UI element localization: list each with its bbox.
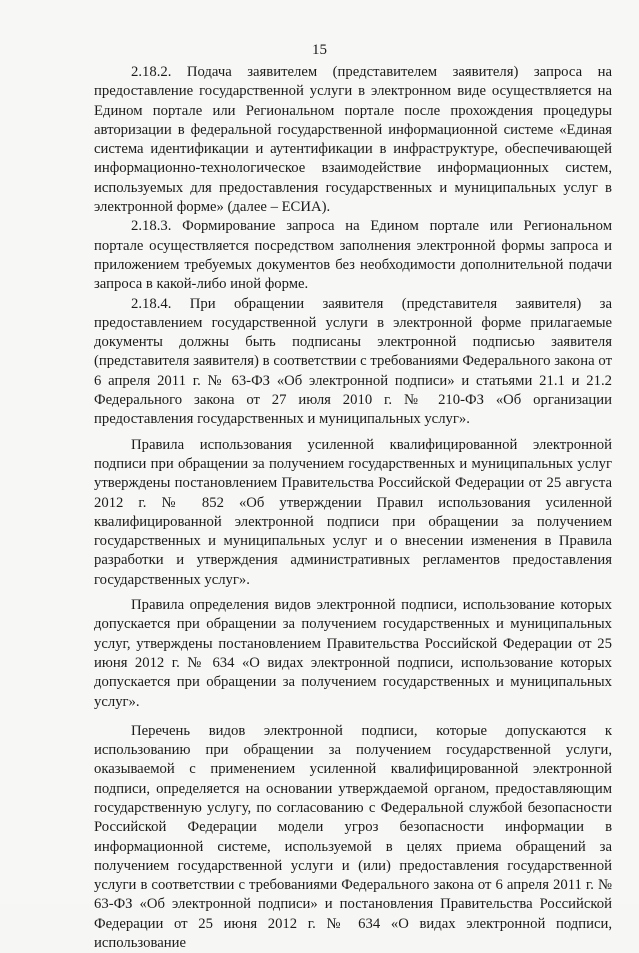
paragraph-signature-types-rules: Правила определения видов электронной подписи, использование которых допускается при обращении за получением государственных и муниципальных услуг, утверждены постановлением Правительства Российской Федерации от 25 июня 2012 г. № 634 «О видах электронной подписи, использование которых допускается при обращении за получением государственных и муниципальных услуг». — [94, 597, 612, 710]
page-number: 15 — [312, 42, 327, 58]
paragraph-2-18-3: 2.18.3. Формирование запроса на Едином портале или Региональном портале осуществляется посредством заполнения электронной формы запроса и приложением требуемых документов без необходимости дополнительной подачи запроса в какой-либо иной форме. — [94, 218, 612, 293]
paragraph-2-18-2: 2.18.2. Подача заявителем (представителем заявителя) запроса на предоставление государственной услуги в электронном виде осуществляется на Едином портале или Региональном портале после прохождения процедуры авторизации в федеральной государственной информационной системе «Единая система идентификации и аутентификации в инфраструктуре, обеспечивающей информационно-технологическое взаимодействие информационных систем, используемых для предоставления государственных и муниципальных услуг в электронной форме» (далее – ЕСИА). — [94, 64, 612, 216]
paragraph-2-18-4: 2.18.4. При обращении заявителя (представителя заявителя) за предоставлением государственной услуги в электронной форме прилагаемые документы должны быть подписаны электронной подписью заявителя (представителя заявителя) в соответствии с требованиями Федерального закона от 6 апреля 2011 г. № 63-ФЗ «Об электронной подписи» и статьями 21.1 и 21.2 Федерального закона от 27 июля 2010 г. № 210-ФЗ «Об организации предоставления государственных и муниципальных услуг». — [94, 295, 612, 428]
paragraph-signature-rules: Правила использования усиленной квалифицированной электронной подписи при обращении за получением государственных и муниципальных услуг утверждены постановлением Правительства Российской Федерации от 25 августа 2012 г. № 852 «Об утверждении Правил использования усиленной квалифицированной электронной подписи при обращении за получением государственных и муниципальных услуг и о внесении изменения в Правила разработки и утверждения административных регламентов предоставления государственных услуг». — [94, 436, 612, 588]
document-body — [94, 63, 612, 953]
paragraph-signature-types-list: Перечень видов электронной подписи, которые допускаются к использованию при обращении за получением государственной услуги, оказываемой с применением усиленной квалифицированной электронной подписи, определяется на основании утверждаемой органом, предоставляющим государственную услугу, по согласованию с Федеральной службой безопасности Российской Федерации модели угроз безопасности информации в информационной системе, используемой в целях приема обращений за получением государственной услуги и (или) предоставления государственной услуги в соответствии с требованиями Федерального закона от 6 апреля 2011 г. № 63-ФЗ «Об электронной подписи» и постановления Правительства Российской Федерации от 25 июня 2012 г. № 634 «О видах электронной подписи, использование — [94, 722, 612, 952]
